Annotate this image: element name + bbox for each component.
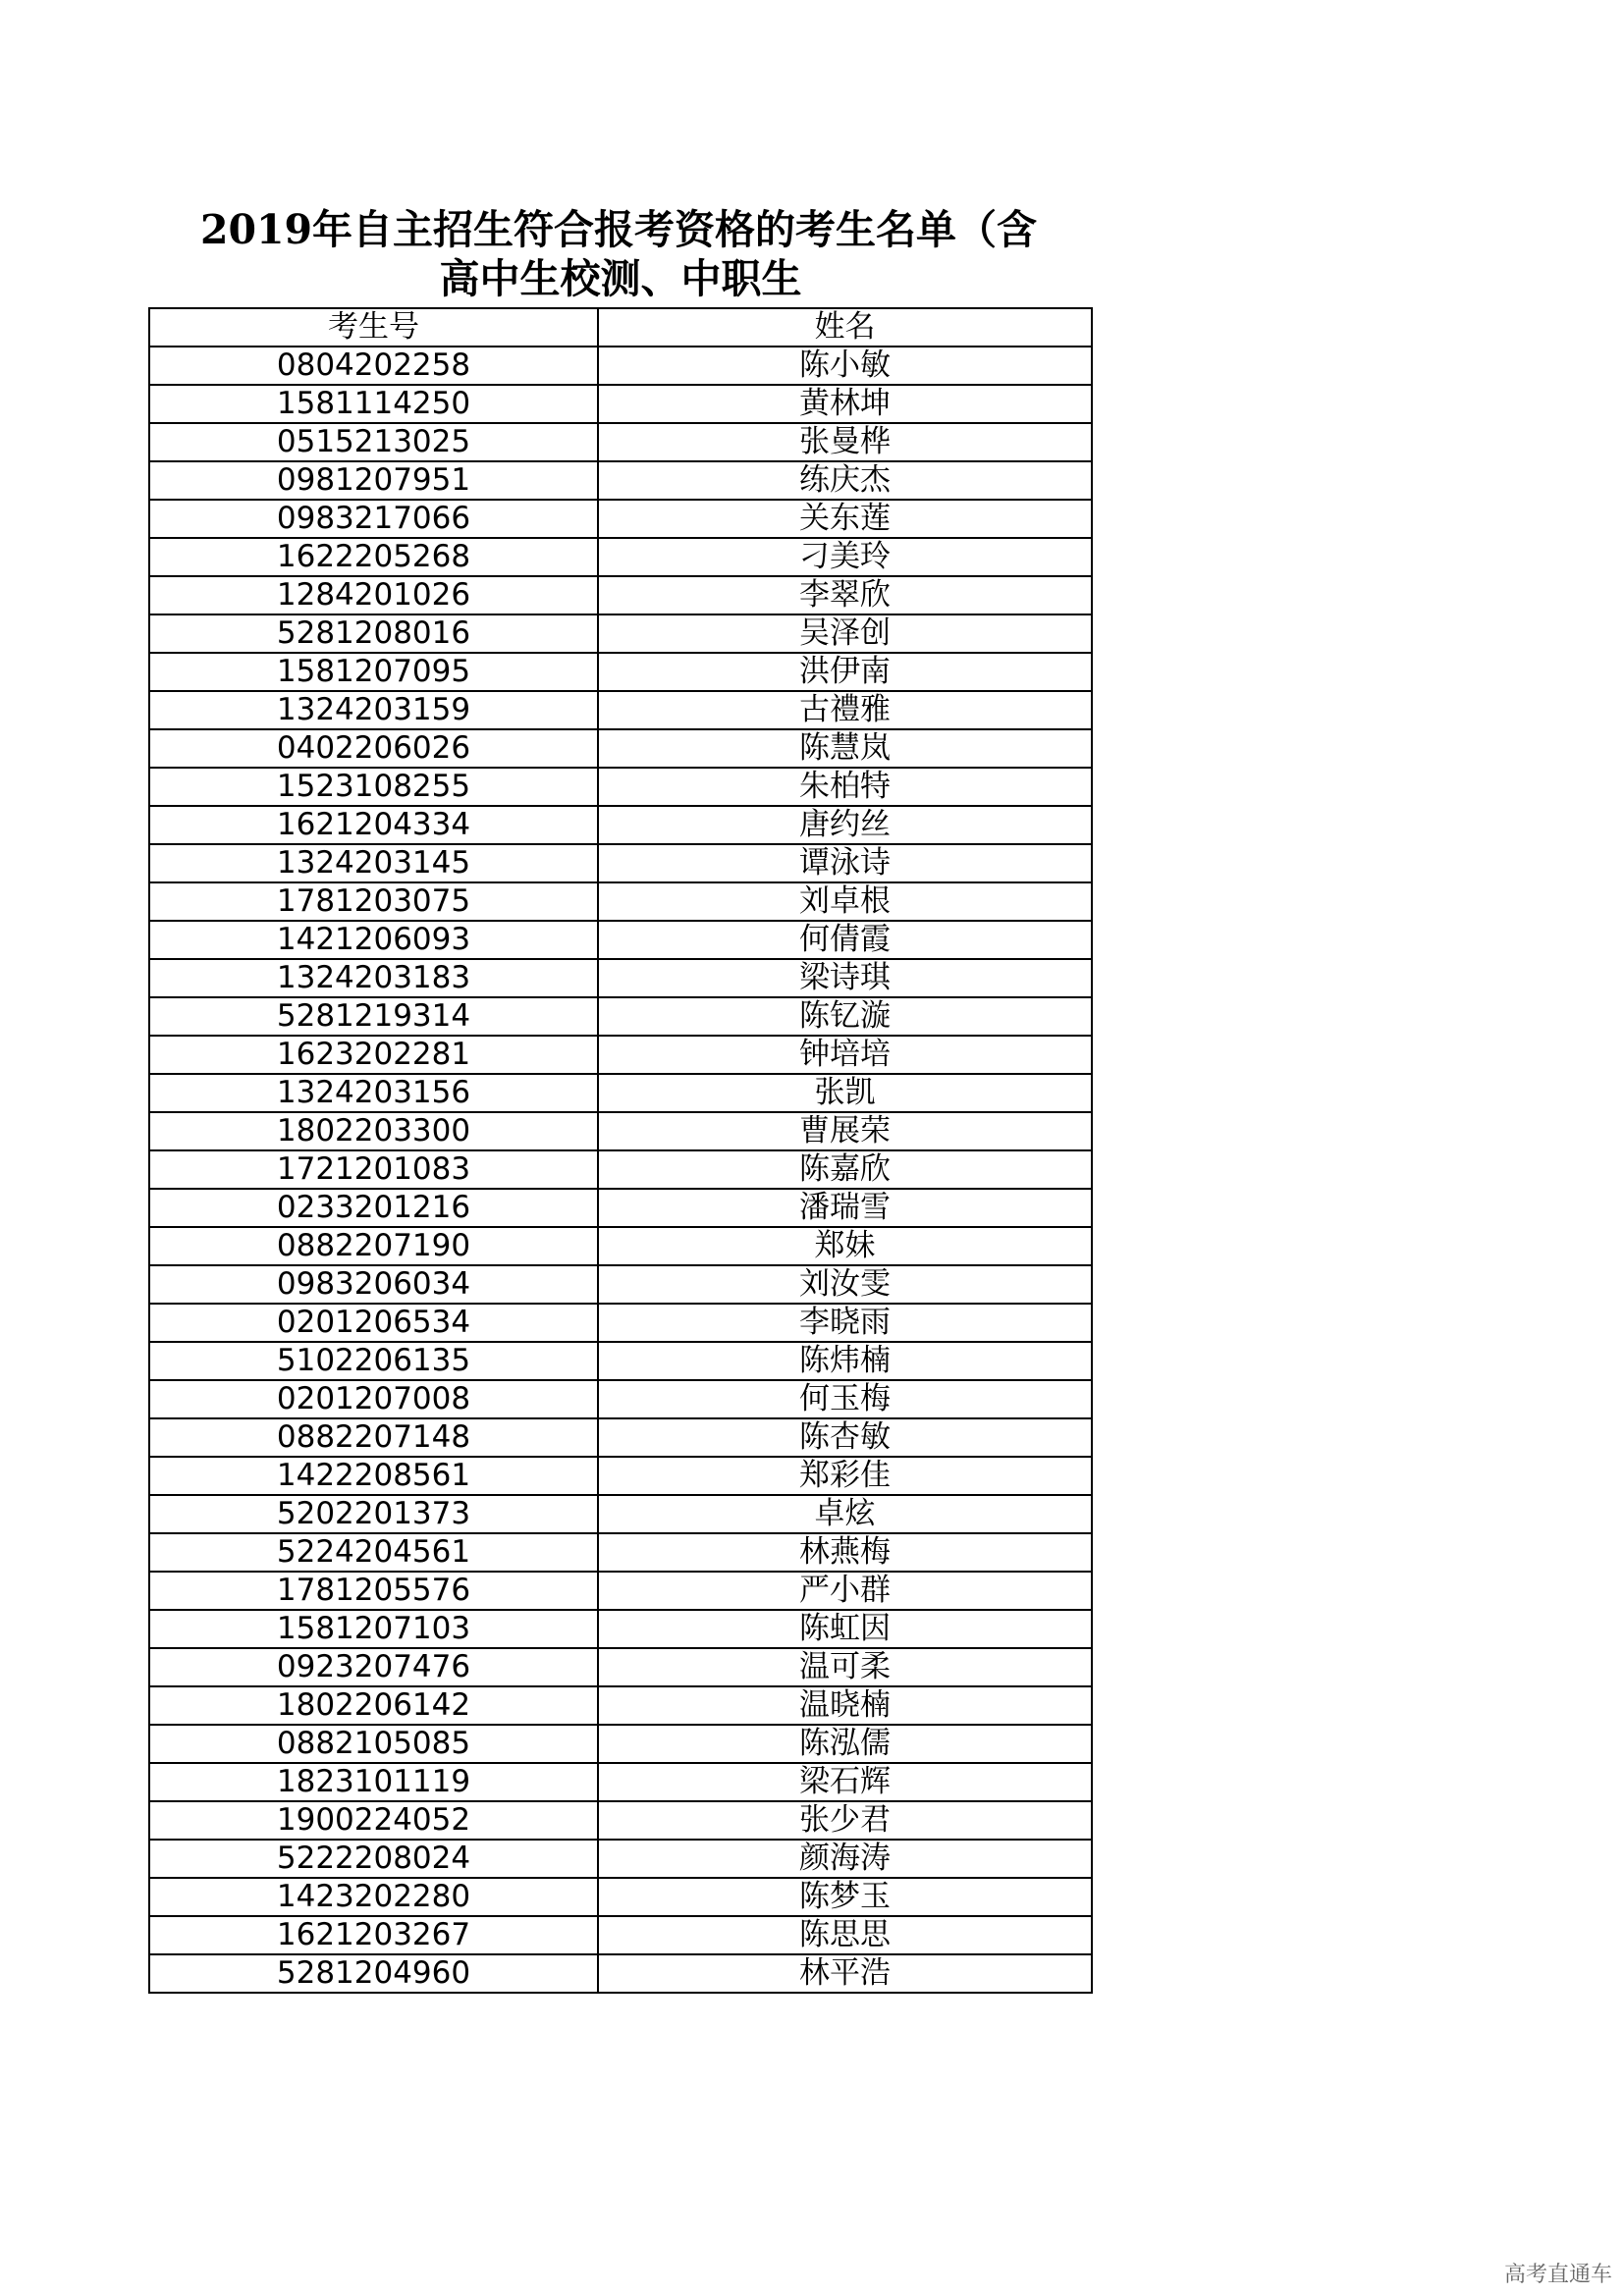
exam-no-cell: 5281204960: [149, 1954, 598, 1993]
page-title-line-2: 高中生校测、中职生: [439, 255, 802, 302]
exam-no-cell: 5202201373: [149, 1495, 598, 1533]
table-row: [149, 844, 1092, 882]
exam-no-cell: 0201207008: [149, 1380, 598, 1418]
exam-no-cell: 1422208561: [149, 1457, 598, 1495]
exam-no-cell: 1900224052: [149, 1801, 598, 1840]
name-cell: 刘汝雯: [598, 1265, 1092, 1304]
exam-no-cell: 0983217066: [149, 500, 598, 538]
exam-no-cell: 1284201026: [149, 576, 598, 614]
table-row: [149, 1418, 1092, 1457]
exam-no-cell: 0882105085: [149, 1725, 598, 1763]
name-cell: 张少君: [598, 1801, 1092, 1840]
name-cell: 关东莲: [598, 500, 1092, 538]
name-cell: 唐约丝: [598, 806, 1092, 844]
table-row: [149, 691, 1092, 729]
name-cell: 刁美玲: [598, 538, 1092, 576]
exam-no-cell: 1423202280: [149, 1878, 598, 1916]
name-cell: 温可柔: [598, 1648, 1092, 1686]
table-row: [149, 1610, 1092, 1648]
table-row: [149, 347, 1092, 385]
name-cell: 陈嘉欣: [598, 1150, 1092, 1189]
exam-no-cell: 1621204334: [149, 806, 598, 844]
table-row: [149, 1457, 1092, 1495]
table-row: [149, 423, 1092, 461]
exam-no-cell: 1781203075: [149, 882, 598, 921]
table-row: [149, 1380, 1092, 1418]
exam-no-cell: 1622205268: [149, 538, 598, 576]
table-row: [149, 1227, 1092, 1265]
table-row: [149, 921, 1092, 959]
name-cell: 林燕梅: [598, 1533, 1092, 1572]
name-cell: 陈杏敏: [598, 1418, 1092, 1457]
name-cell: 陈梦玉: [598, 1878, 1092, 1916]
table-row: [149, 653, 1092, 691]
name-cell: 谭泳诗: [598, 844, 1092, 882]
name-cell: 吴泽创: [598, 614, 1092, 653]
exam-no-cell: 1421206093: [149, 921, 598, 959]
exam-no-cell: 1324203159: [149, 691, 598, 729]
exam-no-cell: 1781205576: [149, 1572, 598, 1610]
name-cell: 颜海涛: [598, 1840, 1092, 1878]
exam-no-cell: 0402206026: [149, 729, 598, 768]
name-cell: 潘瑞雪: [598, 1189, 1092, 1227]
exam-no-cell: 1523108255: [149, 768, 598, 806]
name-cell: 郑妹: [598, 1227, 1092, 1265]
exam-no-cell: 5102206135: [149, 1342, 598, 1380]
name-cell: 黄林坤: [598, 385, 1092, 423]
name-cell: 卓炫: [598, 1495, 1092, 1533]
table-row: [149, 959, 1092, 997]
table-row: [149, 1840, 1092, 1878]
name-cell: 温晓楠: [598, 1686, 1092, 1725]
exam-no-cell: 0201206534: [149, 1304, 598, 1342]
table-row: [149, 1112, 1092, 1150]
table-row: [149, 1954, 1092, 1993]
name-cell: 李晓雨: [598, 1304, 1092, 1342]
exam-no-cell: 1802206142: [149, 1686, 598, 1725]
exam-no-cell: 0233201216: [149, 1189, 598, 1227]
name-cell: 陈泓儒: [598, 1725, 1092, 1763]
exam-no-cell: 1581207095: [149, 653, 598, 691]
exam-no-cell: 0983206034: [149, 1265, 598, 1304]
name-cell: 郑彩佳: [598, 1457, 1092, 1495]
exam-no-cell: 5281208016: [149, 614, 598, 653]
name-cell: 陈钇漩: [598, 997, 1092, 1036]
table-row: [149, 1686, 1092, 1725]
table-row: [149, 1648, 1092, 1686]
name-cell: 何倩霞: [598, 921, 1092, 959]
table-row: [149, 768, 1092, 806]
table-row: [149, 1572, 1092, 1610]
table-row: [149, 1495, 1092, 1533]
exam-no-cell: 5224204561: [149, 1533, 598, 1572]
exam-no-cell: 1581207103: [149, 1610, 598, 1648]
table-body: [149, 347, 1092, 1993]
exam-no-cell: 0882207190: [149, 1227, 598, 1265]
name-cell: 陈慧岚: [598, 729, 1092, 768]
table-row: [149, 882, 1092, 921]
page-title-line-1: 2019年自主招生符合报考资格的考生名单（含: [199, 206, 1038, 253]
table-row: [149, 1763, 1092, 1801]
name-cell: 梁诗琪: [598, 959, 1092, 997]
table-row: [149, 1878, 1092, 1916]
table-row: [149, 1265, 1092, 1304]
table-row: [149, 729, 1092, 768]
column-header-name: 姓名: [598, 308, 1092, 347]
name-cell: 洪伊南: [598, 653, 1092, 691]
exam-no-cell: 1721201083: [149, 1150, 598, 1189]
table-row: [149, 1189, 1092, 1227]
name-cell: 曹展荣: [598, 1112, 1092, 1150]
name-cell: 林平浩: [598, 1954, 1092, 1993]
exam-no-cell: 5281219314: [149, 997, 598, 1036]
exam-no-cell: 1823101119: [149, 1763, 598, 1801]
exam-no-cell: 0923207476: [149, 1648, 598, 1686]
exam-no-cell: 5222208024: [149, 1840, 598, 1878]
table-row: [149, 1725, 1092, 1763]
exam-no-cell: 1324203156: [149, 1074, 598, 1112]
table-row: [149, 385, 1092, 423]
table-row: [149, 1150, 1092, 1189]
name-cell: 张凯: [598, 1074, 1092, 1112]
table-row: [149, 806, 1092, 844]
table-row: [149, 1036, 1092, 1074]
table-row: [149, 1533, 1092, 1572]
name-cell: 古禮雅: [598, 691, 1092, 729]
table-row: [149, 1342, 1092, 1380]
exam-no-cell: 1621203267: [149, 1916, 598, 1954]
exam-no-cell: 0882207148: [149, 1418, 598, 1457]
table-row: [149, 1916, 1092, 1954]
name-cell: 李翠欣: [598, 576, 1092, 614]
exam-no-cell: 1623202281: [149, 1036, 598, 1074]
column-header-exam-no: 考生号: [149, 308, 598, 347]
table-header-row: [149, 308, 1092, 347]
name-cell: 陈思思: [598, 1916, 1092, 1954]
name-cell: 梁石辉: [598, 1763, 1092, 1801]
name-cell: 练庆杰: [598, 461, 1092, 500]
table-row: [149, 1801, 1092, 1840]
table-row: [149, 461, 1092, 500]
name-cell: 张曼桦: [598, 423, 1092, 461]
table-row: [149, 576, 1092, 614]
name-cell: 朱柏特: [598, 768, 1092, 806]
table-row: [149, 500, 1092, 538]
exam-no-cell: 1581114250: [149, 385, 598, 423]
table-row: [149, 538, 1092, 576]
table-row: [149, 614, 1092, 653]
name-cell: 钟培培: [598, 1036, 1092, 1074]
exam-no-cell: 0981207951: [149, 461, 598, 500]
exam-no-cell: 0515213025: [149, 423, 598, 461]
exam-no-cell: 0804202258: [149, 347, 598, 385]
name-cell: 陈虹因: [598, 1610, 1092, 1648]
candidate-table: [148, 307, 1093, 1994]
table-row: [149, 997, 1092, 1036]
name-cell: 严小群: [598, 1572, 1092, 1610]
name-cell: 刘卓根: [598, 882, 1092, 921]
exam-no-cell: 1324203183: [149, 959, 598, 997]
name-cell: 陈小敏: [598, 347, 1092, 385]
exam-no-cell: 1802203300: [149, 1112, 598, 1150]
exam-no-cell: 1324203145: [149, 844, 598, 882]
table-row: [149, 1304, 1092, 1342]
table-row: [149, 1074, 1092, 1112]
watermark: 高考直通车: [1503, 2263, 1612, 2287]
name-cell: 陈炜楠: [598, 1342, 1092, 1380]
name-cell: 何玉梅: [598, 1380, 1092, 1418]
